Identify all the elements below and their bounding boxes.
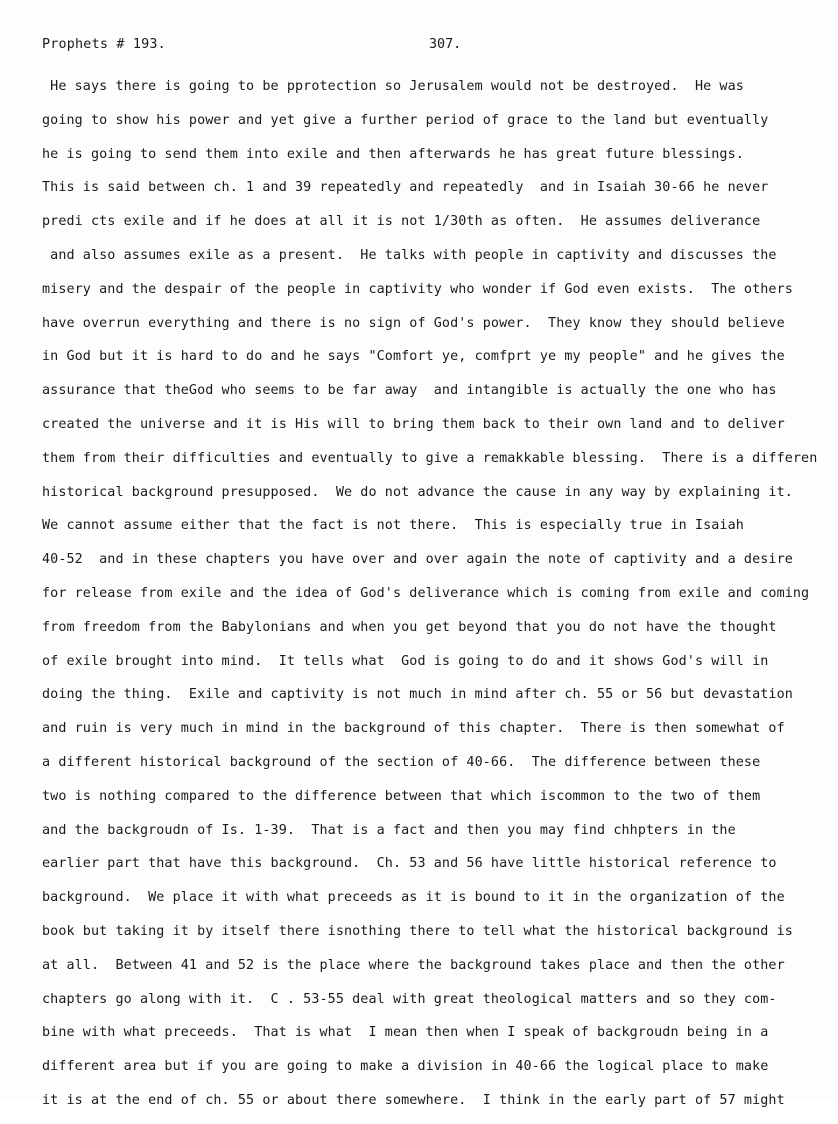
text-line: going to show his power and yet give a further period of grace to the land but eventually	[42, 112, 769, 128]
text-line: This is said between ch. 1 and 39 repeatedly and repeatedly and in Isaiah 30-66 he never	[42, 180, 769, 196]
text-line: them from their difficulties and eventually to give a remakkable blessing. There is a differen	[42, 450, 818, 466]
text-line: misery and the despair of the people in captivity who wonder if God even exists. The others	[42, 281, 793, 297]
text-line: We cannot assume either that the fact is not there. This is especially true in Isaiah	[42, 518, 744, 534]
text-line: book but taking it by itself there isnothing there to tell what the historical background is	[42, 923, 793, 939]
text-line: He says there is going to be pprotection so Jerusalem would not be destroyed. He was	[42, 79, 744, 94]
text-line: predi cts exile and if he does at all it is not 1/30th as often. He assumes deliverance	[42, 214, 761, 230]
text-line: doing the thing. Exile and captivity is not much in mind after ch. 55 or 56 but devastation	[42, 687, 793, 703]
text-line: two is nothing compared to the difference between that which iscommon to the two of them	[42, 788, 761, 804]
page-header	[42, 37, 802, 59]
text-line: chapters go along with it. C . 53-55 deal with great theological matters and so they com-	[42, 991, 777, 1007]
text-line: created the universe and it is His will to bring them back to their own land and to deliver	[42, 416, 785, 432]
document-title: Prophets # 193.	[42, 37, 166, 52]
text-line: assurance that theGod who seems to be far away and intangible is actually the one who has	[42, 383, 777, 399]
text-line: have overrun everything and there is no sign of God's power. They know they should believe	[42, 315, 785, 331]
body-text	[42, 76, 838, 1124]
text-line: at all. Between 41 and 52 is the place where the background takes place and then the other	[42, 957, 785, 973]
text-line: of exile brought into mind. It tells what God is going to do and it shows God's will in	[42, 653, 769, 669]
text-line: from freedom from the Babylonians and when you get beyond that you do not have the thought	[42, 619, 777, 635]
text-line: bine with what preceeds. That is what I mean then when I speak of backgroudn being in a	[42, 1025, 769, 1041]
text-line: in God but it is hard to do and he says "Comfort ye, comfprt ye my people" and he gives the	[42, 349, 785, 365]
text-line: a different historical background of the section of 40-66. The difference between these	[42, 754, 761, 770]
text-line: and ruin is very much in mind in the background of this chapter. There is then somewhat of	[42, 721, 785, 737]
text-line: and the backgroudn of Is. 1-39. That is a fact and then you may find chhpters in the	[42, 822, 736, 838]
text-line: background. We place it with what preceeds as it is bound to it in the organization of the	[42, 890, 785, 906]
text-line: he is going to send them into exile and then afterwards he has great future blessings.	[42, 146, 744, 162]
text-line: different area but if you are going to make a division in 40-66 the logical place to make	[42, 1059, 769, 1075]
text-line: 40-52 and in these chapters you have over and over again the note of captivity and a desire	[42, 552, 793, 568]
text-line: for release from exile and the idea of God's deliverance which is coming from exile and coming	[42, 585, 810, 601]
text-line: it is at the end of ch. 55 or about there somewhere. I think in the early part of 57 might	[42, 1092, 785, 1108]
text-line: earlier part that have this background. Ch. 53 and 56 have little historical reference to	[42, 856, 777, 872]
page-number: 307.	[429, 37, 462, 52]
text-line: and also assumes exile as a present. He talks with people in captivity and discusses the	[42, 247, 777, 263]
text-line: historical background presupposed. We do not advance the cause in any way by explaining it.	[42, 484, 793, 500]
